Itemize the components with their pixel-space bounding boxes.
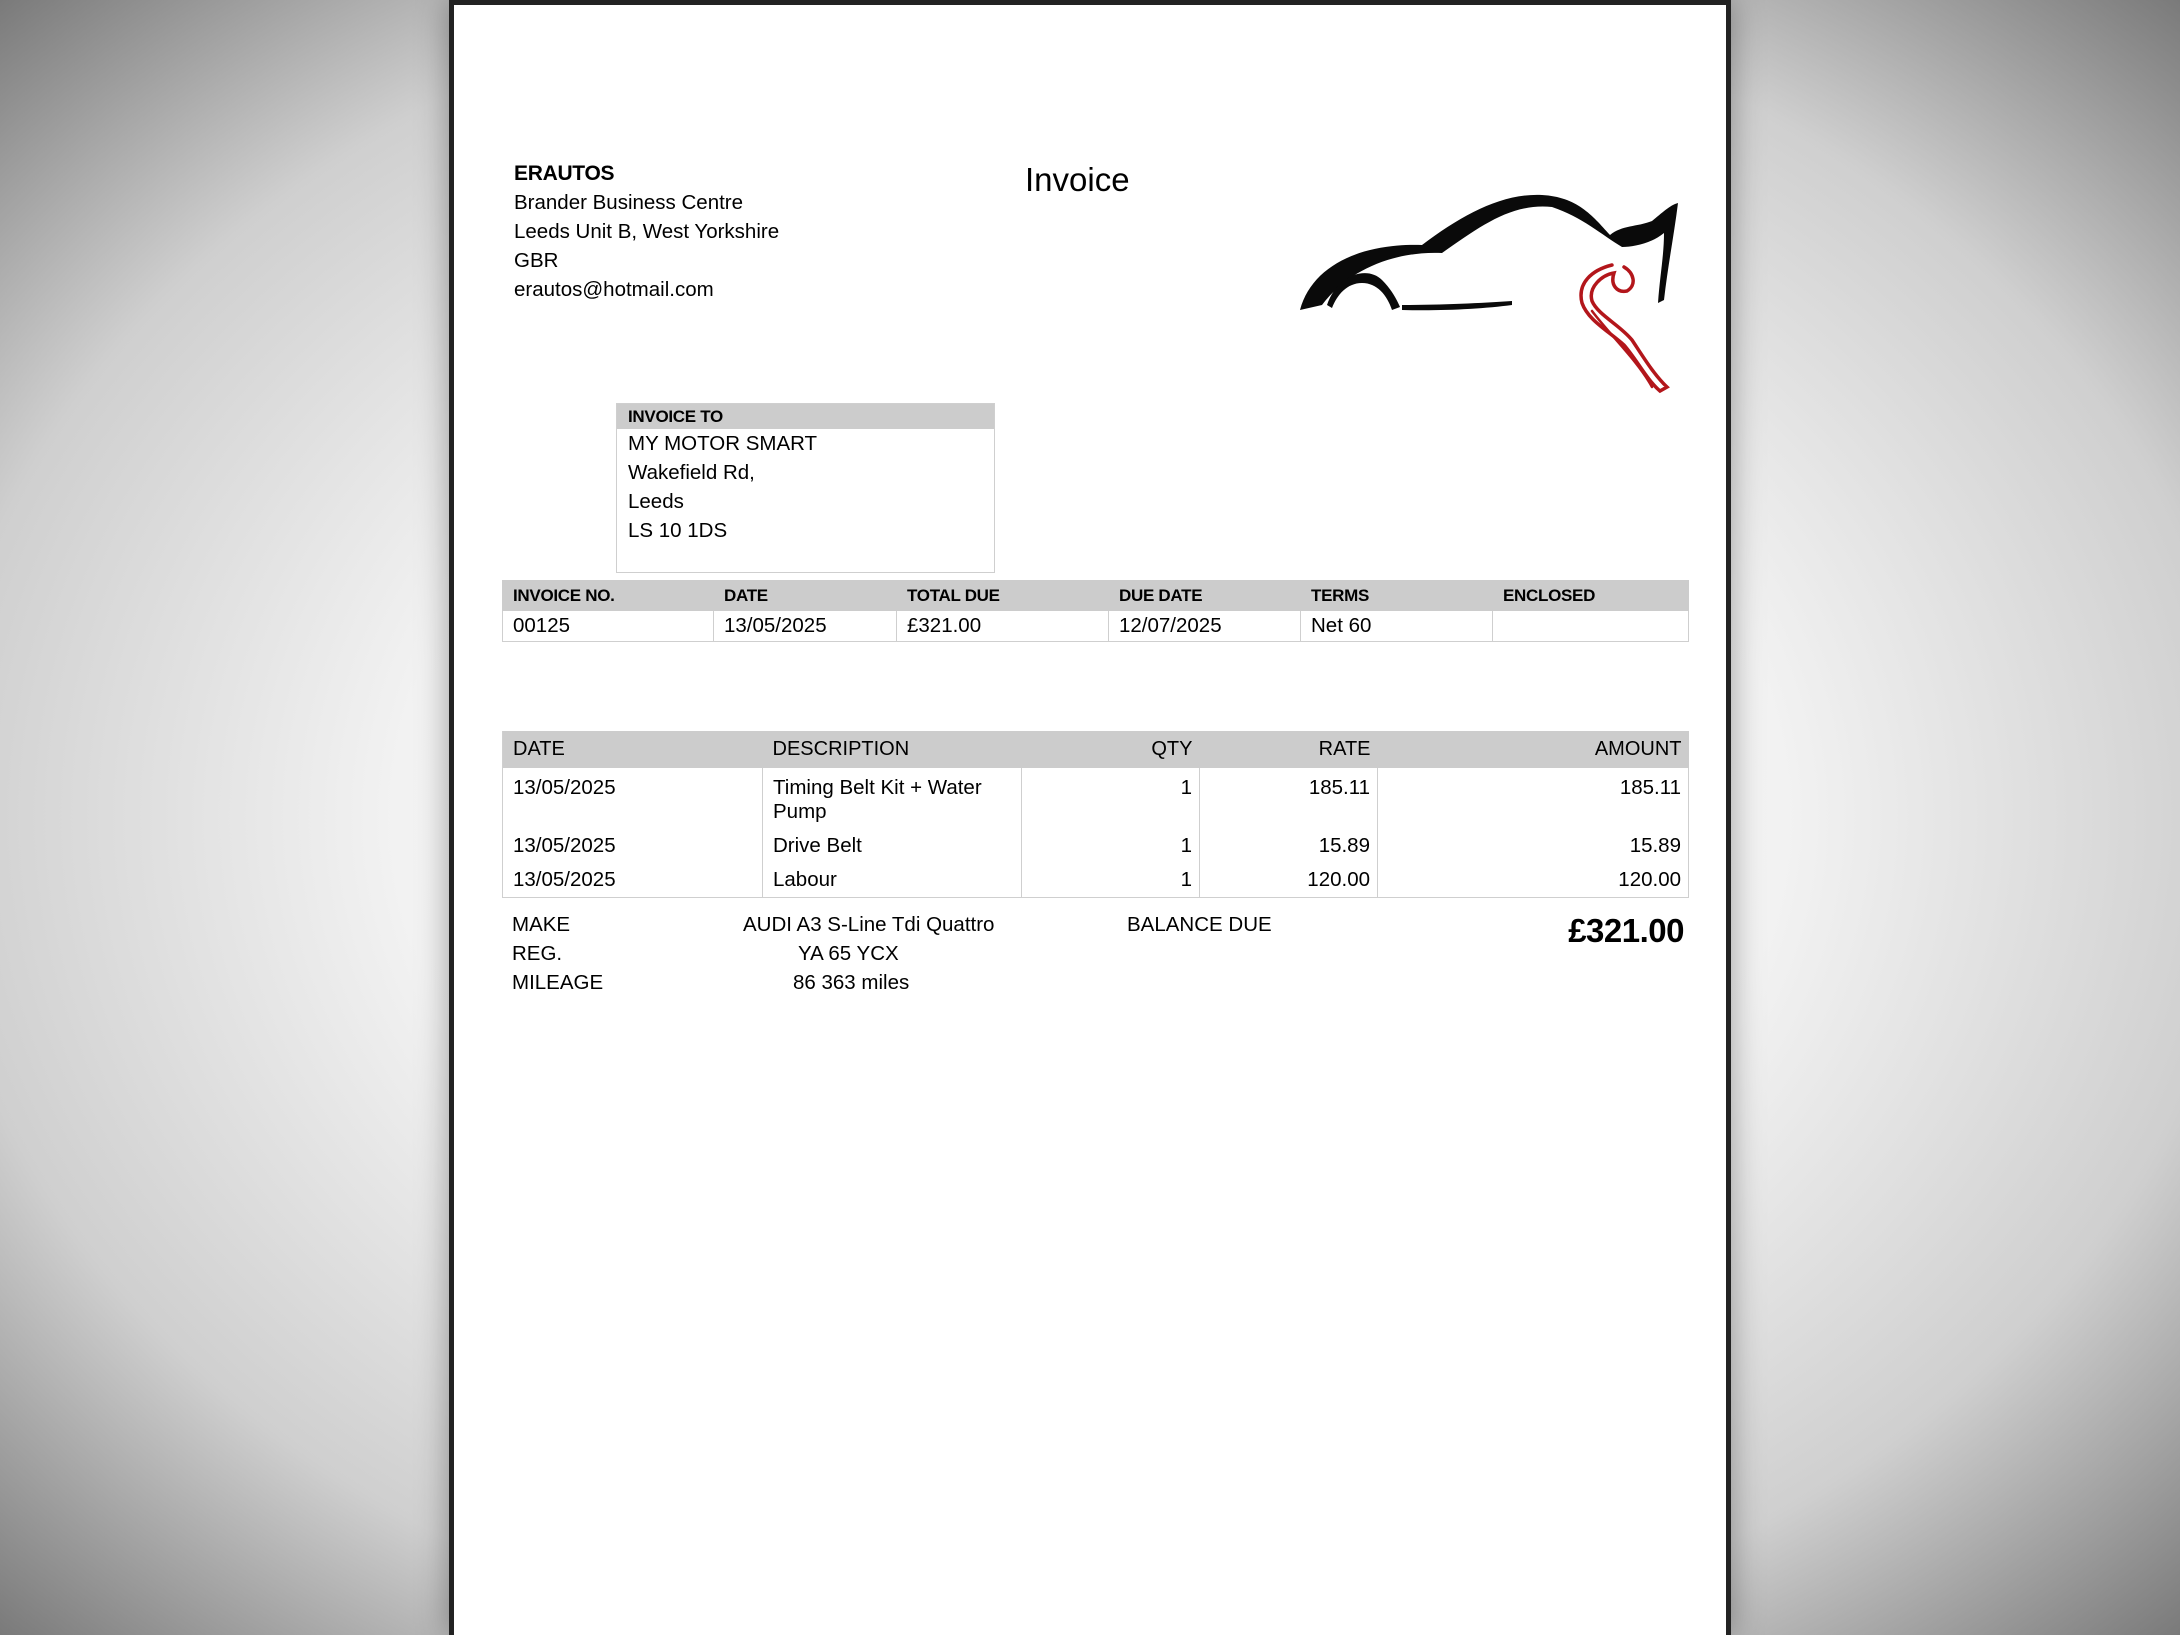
meta-header: TOTAL DUE bbox=[897, 581, 1109, 611]
vehicle-mileage-row bbox=[512, 968, 910, 997]
invoice-number: 00125 bbox=[503, 611, 714, 642]
item-description: Drive Belt bbox=[763, 829, 1022, 863]
company-address-line: Brander Business Centre bbox=[514, 191, 744, 214]
items-header: AMOUNT bbox=[1378, 731, 1689, 768]
table-row bbox=[503, 863, 1689, 898]
company-name: ERAUTOS bbox=[514, 162, 615, 185]
make-value: AUDI A3 S-Line Tdi Quattro bbox=[743, 913, 995, 936]
company-address-line: GBR bbox=[514, 249, 559, 272]
meta-header: ENCLOSED bbox=[1493, 581, 1689, 611]
enclosed bbox=[1493, 611, 1689, 642]
vehicle-reg-row bbox=[512, 939, 899, 968]
company-address-line: Leeds Unit B, West Yorkshire bbox=[514, 220, 780, 243]
company-block bbox=[514, 159, 779, 304]
total-due: £321.00 bbox=[897, 611, 1109, 642]
meta-header: INVOICE NO. bbox=[503, 581, 714, 611]
item-amount: 120.00 bbox=[1378, 863, 1689, 898]
meta-header: DATE bbox=[714, 581, 897, 611]
item-description: Labour bbox=[763, 863, 1022, 898]
table-row bbox=[503, 768, 1689, 829]
mileage-value: 86 363 miles bbox=[793, 971, 910, 994]
meta-value-row bbox=[503, 611, 1689, 642]
company-email: erautos@hotmail.com bbox=[514, 278, 714, 301]
item-date: 13/05/2025 bbox=[503, 863, 763, 898]
bill-to-heading: INVOICE TO bbox=[617, 404, 994, 429]
vehicle-make-row bbox=[512, 910, 995, 939]
item-qty: 1 bbox=[1022, 768, 1200, 829]
item-amount: 15.89 bbox=[1378, 829, 1689, 863]
items-header: DESCRIPTION bbox=[763, 731, 1022, 768]
invoice-date: 13/05/2025 bbox=[714, 611, 897, 642]
item-date: 13/05/2025 bbox=[503, 829, 763, 863]
bill-to-box bbox=[616, 403, 995, 573]
line-items-table bbox=[502, 731, 1689, 898]
item-rate: 185.11 bbox=[1200, 768, 1378, 829]
balance-due-label: BALANCE DUE bbox=[1127, 913, 1272, 936]
make-label: MAKE bbox=[512, 913, 571, 936]
meta-header: TERMS bbox=[1301, 581, 1493, 611]
document-title: Invoice bbox=[1025, 161, 1130, 198]
table-row bbox=[503, 829, 1689, 863]
reg-label: REG. bbox=[512, 942, 563, 965]
meta-header-row bbox=[503, 581, 1689, 611]
bill-to-line: MY MOTOR SMART bbox=[628, 432, 818, 455]
due-date: 12/07/2025 bbox=[1109, 611, 1301, 642]
item-qty: 1 bbox=[1022, 863, 1200, 898]
invoice-meta-table bbox=[502, 580, 1689, 642]
items-header: RATE bbox=[1200, 731, 1378, 768]
item-amount: 185.11 bbox=[1378, 768, 1689, 829]
bill-to-line: LS 10 1DS bbox=[628, 519, 728, 542]
mileage-label: MILEAGE bbox=[512, 971, 604, 994]
item-qty: 1 bbox=[1022, 829, 1200, 863]
items-header-row bbox=[503, 731, 1689, 768]
reg-value: YA 65 YCX bbox=[798, 942, 899, 965]
bill-to-line: Leeds bbox=[628, 490, 684, 513]
balance-due-value: £321.00 bbox=[1568, 912, 1684, 949]
item-rate: 120.00 bbox=[1200, 863, 1378, 898]
bill-to-line: Wakefield Rd, bbox=[628, 461, 755, 484]
item-rate: 15.89 bbox=[1200, 829, 1378, 863]
vehicle-details bbox=[512, 910, 995, 997]
item-date: 13/05/2025 bbox=[503, 768, 763, 829]
car-wrench-logo-icon bbox=[1292, 155, 1692, 395]
items-header: DATE bbox=[503, 731, 763, 768]
meta-header: DUE DATE bbox=[1109, 581, 1301, 611]
terms: Net 60 bbox=[1301, 611, 1493, 642]
item-description: Timing Belt Kit + Water Pump bbox=[763, 768, 1022, 829]
items-header: QTY bbox=[1022, 731, 1200, 768]
invoice-page bbox=[449, 0, 1731, 1635]
